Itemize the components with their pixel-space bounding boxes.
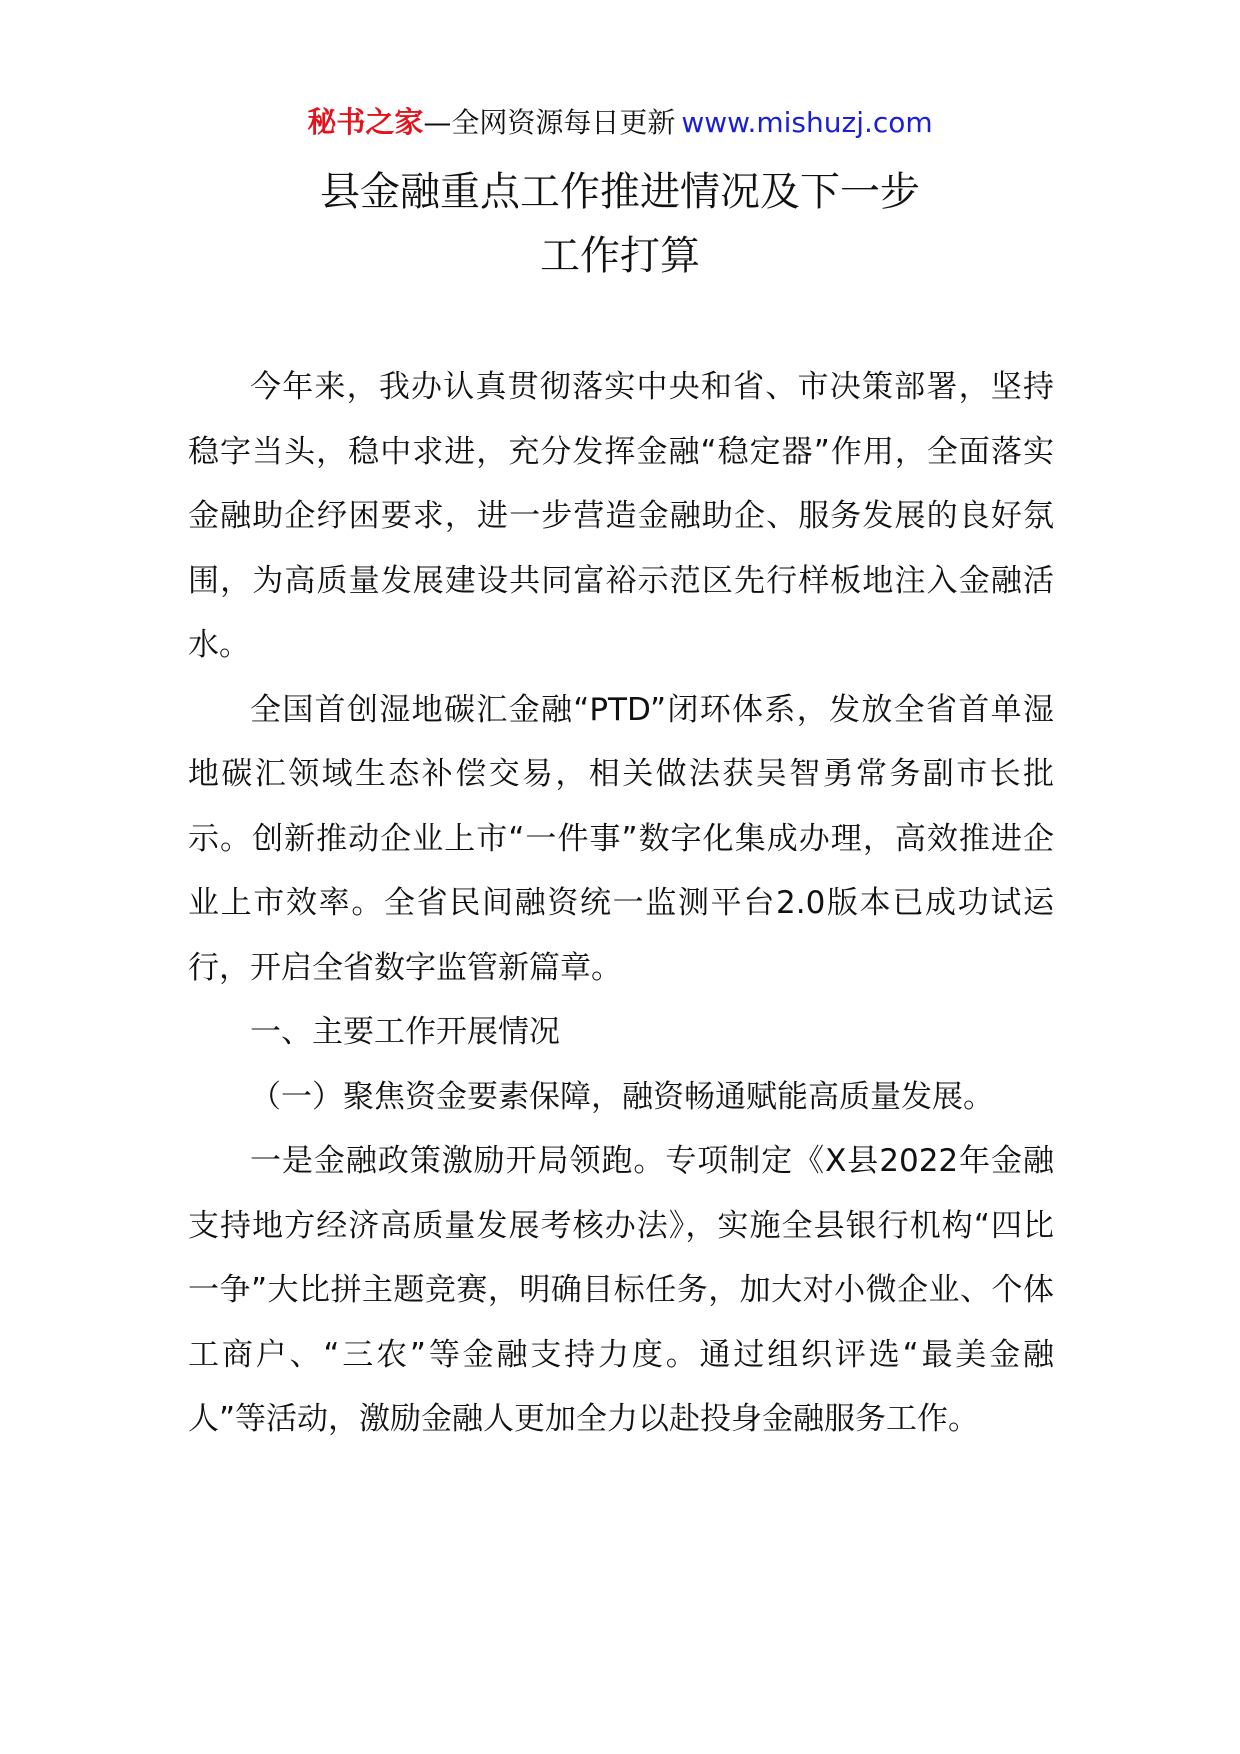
- site-url-link[interactable]: www.mishuzj.com: [681, 106, 933, 139]
- subsection-heading: （一）聚焦资金要素保障，融资畅通赋能高质量发展。: [250, 1078, 994, 1115]
- site-banner: [0, 100, 1240, 145]
- document-title: [0, 160, 1240, 288]
- document-body: [188, 355, 1054, 1452]
- body-paragraph-intro: 今年来，我办认真贯彻落实中央和省、市决策部署，坚持稳字当头，稳中求进，充分发挥金融“稳定器”作用，全面落实金融助企纾困要求，进一步营造金融助企、服务发展的良好氛围，为高质量发展建设共同富裕示范区先行样板地注入金融活水。: [188, 369, 1054, 663]
- section-heading: 一、主要工作开展情况: [250, 1014, 560, 1050]
- brand-name: 秘书之家: [307, 105, 424, 139]
- title-line-2: 工作打算: [540, 233, 700, 279]
- body-paragraph-highlights: 全国首创湿地碳汇金融“PTD”闭环体系，发放全省首单湿地碳汇领域生态补偿交易，相关做法获吴智勇常务副市长批示。创新推动企业上市“一件事”数字化集成办理，高效推进企业上市效率。全省民间融资统一监测平台2.0版本已成功试运行，开启全省数字监管新篇章。: [188, 691, 1054, 986]
- body-paragraph-policy: 一是金融政策激励开局领跑。专项制定《X县2022年金融支持地方经济高质量发展考核办法》，实施全县银行机构“四比一争”大比拼主题竞赛，明确目标任务，加大对小微企业、个体工商户、“三农”等金融支持力度。通过组织评选“最美金融人”等活动，激励金融人更加全力以赴投身金融服务工作。: [188, 1143, 1054, 1437]
- banner-tagline: —全网资源每日更新: [423, 106, 676, 139]
- title-line-1: 县金融重点工作推进情况及下一步: [320, 169, 920, 215]
